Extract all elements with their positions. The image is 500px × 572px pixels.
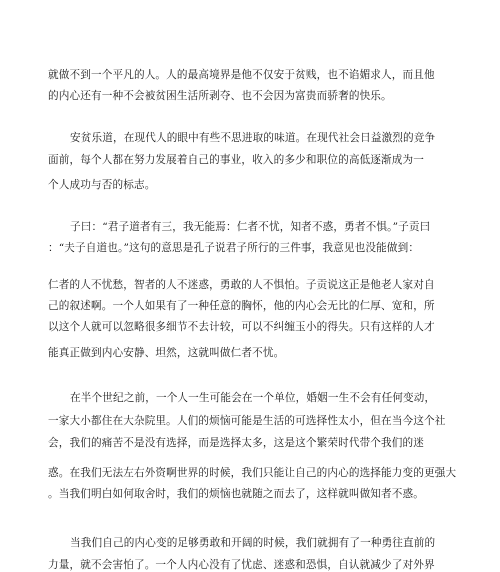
text-line: 。当我们明白如何取舍时，我们的烦恼也就随之而去了，这样就叫做知者不惑。 bbox=[48, 488, 425, 500]
text-line: 就做不到一个平凡的人。人的最高境界是他不仅安于贫贱，也不谄媚求人，而且他 bbox=[48, 69, 435, 81]
text-line: 的内心还有一种不会被贫困生活所剥夺、也不会因为富贵而骄奢的快乐。 bbox=[48, 90, 392, 102]
paragraph-first-line: 子曰：“君子道者有三，我无能焉：仁者不忧，知者不惑，勇者不惧。”子贡曰 bbox=[70, 221, 431, 233]
text-line: 面前，每个人都在努力发展着自己的事业，收入的多少和职位的高低逐渐成为一 bbox=[48, 154, 425, 166]
text-line: ：“夫子自道也。”这句的意思是孔子说君子所行的三件事，我意见也没能做到： bbox=[48, 242, 420, 254]
text-line: 惑。在我们无法左右外资啊世界的时候，我们只能让自己的内心的选择能力变的更强大 bbox=[48, 467, 457, 479]
text-line: 个人成功与否的标志。 bbox=[48, 179, 156, 191]
paragraph-first-line: 当我们自己的内心变的足够勇敢和开阔的时候，我们就拥有了一种勇往直前的 bbox=[70, 537, 436, 549]
text-line: 己的叙述啊。一个人如果有了一种任意的胸怀，他的内心会无比的仁厚、宽和，所 bbox=[48, 300, 435, 312]
text-line: 能真正做到内心安静、坦然，这就叫做仁者不忧。 bbox=[48, 347, 285, 359]
paragraph-first-line: 安贫乐道，在现代人的眼中有些不思进取的味道。在现代社会日益激烈的竞争 bbox=[70, 132, 436, 144]
text-line: 一家大小都住在大杂院里。人们的烦恼可能是生活的可选择性太小，但在当今这个社 bbox=[48, 415, 446, 427]
text-line: 以这个人就可以忽略很多细节不去计较，可以不纠缠玉小的得失。只有这样的人才 bbox=[48, 321, 435, 333]
text-line: 会，我们的痛苦不是没有选择，而是选择太多，这是这个繁荣时代带个我们的迷 bbox=[48, 437, 425, 449]
text-line: 力量，就不会害怕了。一个人内心没有了忧虑、迷惑和恐惧，自认就减少了对外界 bbox=[48, 559, 435, 571]
text-line: 仁者的人不忧愁，智者的人不迷惑，勇敢的人不惧怕。子贡说这正是他老人家对自 bbox=[48, 279, 435, 291]
paragraph-first-line: 在半个世纪之前，一个人一生可能会在一个单位，婚姻一生不会有任何变动， bbox=[70, 392, 436, 404]
